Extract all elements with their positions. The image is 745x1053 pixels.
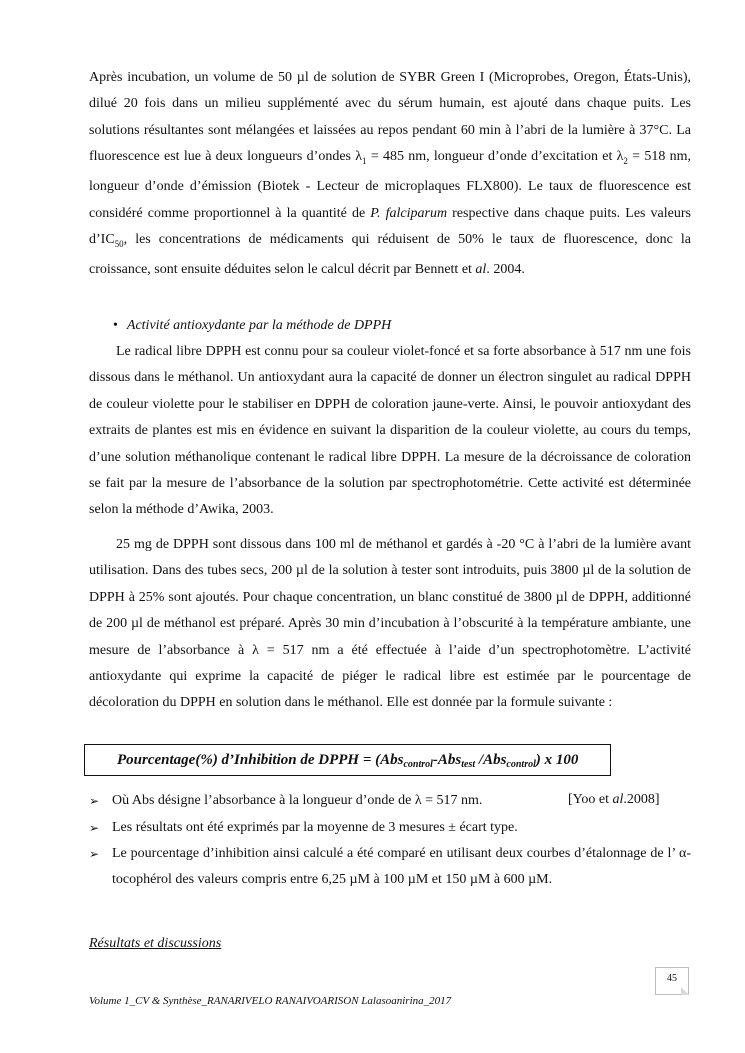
paragraph-dpph-description: Le radical libre DPPH est connu pour sa couleur violet-foncé et sa forte absorbance à 517 nm une fois dissous dans le méthanol. Un antioxydant aura la capacité de donner un électron singulet au radical DPPH de couleur violette pour le stabiliser en DPPH de coloration jaune-verte. Ainsi, le pouvoir antioxydant des extraits de plantes est mis en évidence en suivant la disparition de la couleur violette, au cours du temps, d’une solution méthanolique contenant le radical libre DPPH. La mesure de la décroissance de coloration se fait par la mesure de l’absorbance de la solution par spectrophotométrie. Cette activité est déterminée selon la méthode d’Awika, 2003. (89, 344, 691, 518)
list-item: ➢ Le pourcentage d’inhibition ainsi calculé a été comparé en utilisant deux courbes d’étalonnage de l’ α- tocophérol des valeurs compris entre 6,25 µM à 100 µM et 150 µM à 600 µM. (89, 841, 691, 894)
paragraph-incubation: Après incubation, un volume de 50 µl de solution de SYBR Green I (Microprobes, Oregon, États-Unis), dilué 20 fois dans un milieu supplémenté avec du sérum humain, est ajouté dans chaque puits. Les solutions résultantes sont mélangées et laissées au repos pendant 60 min à l’abri de la lumière à 37°C. La fluorescence est lue à deux longueurs d’ondes $\lambda_1 = 485$ nm, longueur d’onde d’excitation et $\lambda_2 = 518$ nm, longueur d’onde d’émission (Biotek - Lecteur de microplaques FLX800). Le taux de fluorescence est considéré comme proportionnel à la quantité de P. falciparum respective dans chaque puits. Les valeurs $d’IC_{50}$, les concentrations de médicaments qui réduisent de 50% le taux de fluorescence, donc la croissance, sont ensuite déduites selon le calcul décrit par Bennett et al. 2004. (89, 70, 692, 278)
bullet-icon: • (113, 318, 118, 333)
section-title: Résultats et discussions (89, 936, 222, 951)
list-item: ➢ Les résultats ont été exprimés par la moyenne de 3 mesures ± écart type. (89, 815, 691, 841)
arrow-bullet-icon: ➢ (89, 847, 100, 861)
arrow-bullet-icon: ➢ (89, 794, 100, 808)
citation-reference: [Yoo et al.2008] (568, 792, 660, 807)
bullet-dpph-heading: • Activité antioxydante par la méthode de DPPH (113, 318, 392, 333)
paragraph-dpph-protocol: 25 mg de DPPH sont dissous dans 100 ml de méthanol et gardés à -20 °C à l’abri de la lumière avant utilisation. Dans des tubes secs, 200 µl de la solution à tester sont introduits, puis 3800 µl de la solution de DPPH à 25% sont ajoutés. Pour chaque concentration, un blanc constitué de 3800 µl de DPPH, additionné de 200 µl de méthanol est préparé. Après 30 min d’incubation à l’obscurité à la température ambiante, une mesure de l’absorbance à λ = 517 nm a été effectuée à l’aide d’un spectrophotomètre. L’activité antioxydante qui exprime la capacité de piéger le radical libre est estimée par le pourcentage de décoloration du DPPH en solution dans le méthanol. Elle est donnée par la formule suivante : (89, 537, 691, 711)
page-footer: Volume 1_CV & Synthèse_RANARIVELO RANAIVOARISON Lalasoanirina_2017 (89, 995, 452, 1007)
formula-box: Pourcentage(%) d’Inhibition de DPPH = (Abs$_{control}$-Abs$_{test}$ /Abs$_{control}$) x 100 (84, 744, 611, 776)
list-item: ➢ Où Abs désigne l’absorbance à la longueur d’onde de λ = 517 nm. (89, 788, 691, 814)
page-number: 45 (655, 967, 689, 995)
arrow-bullet-icon: ➢ (89, 821, 100, 835)
